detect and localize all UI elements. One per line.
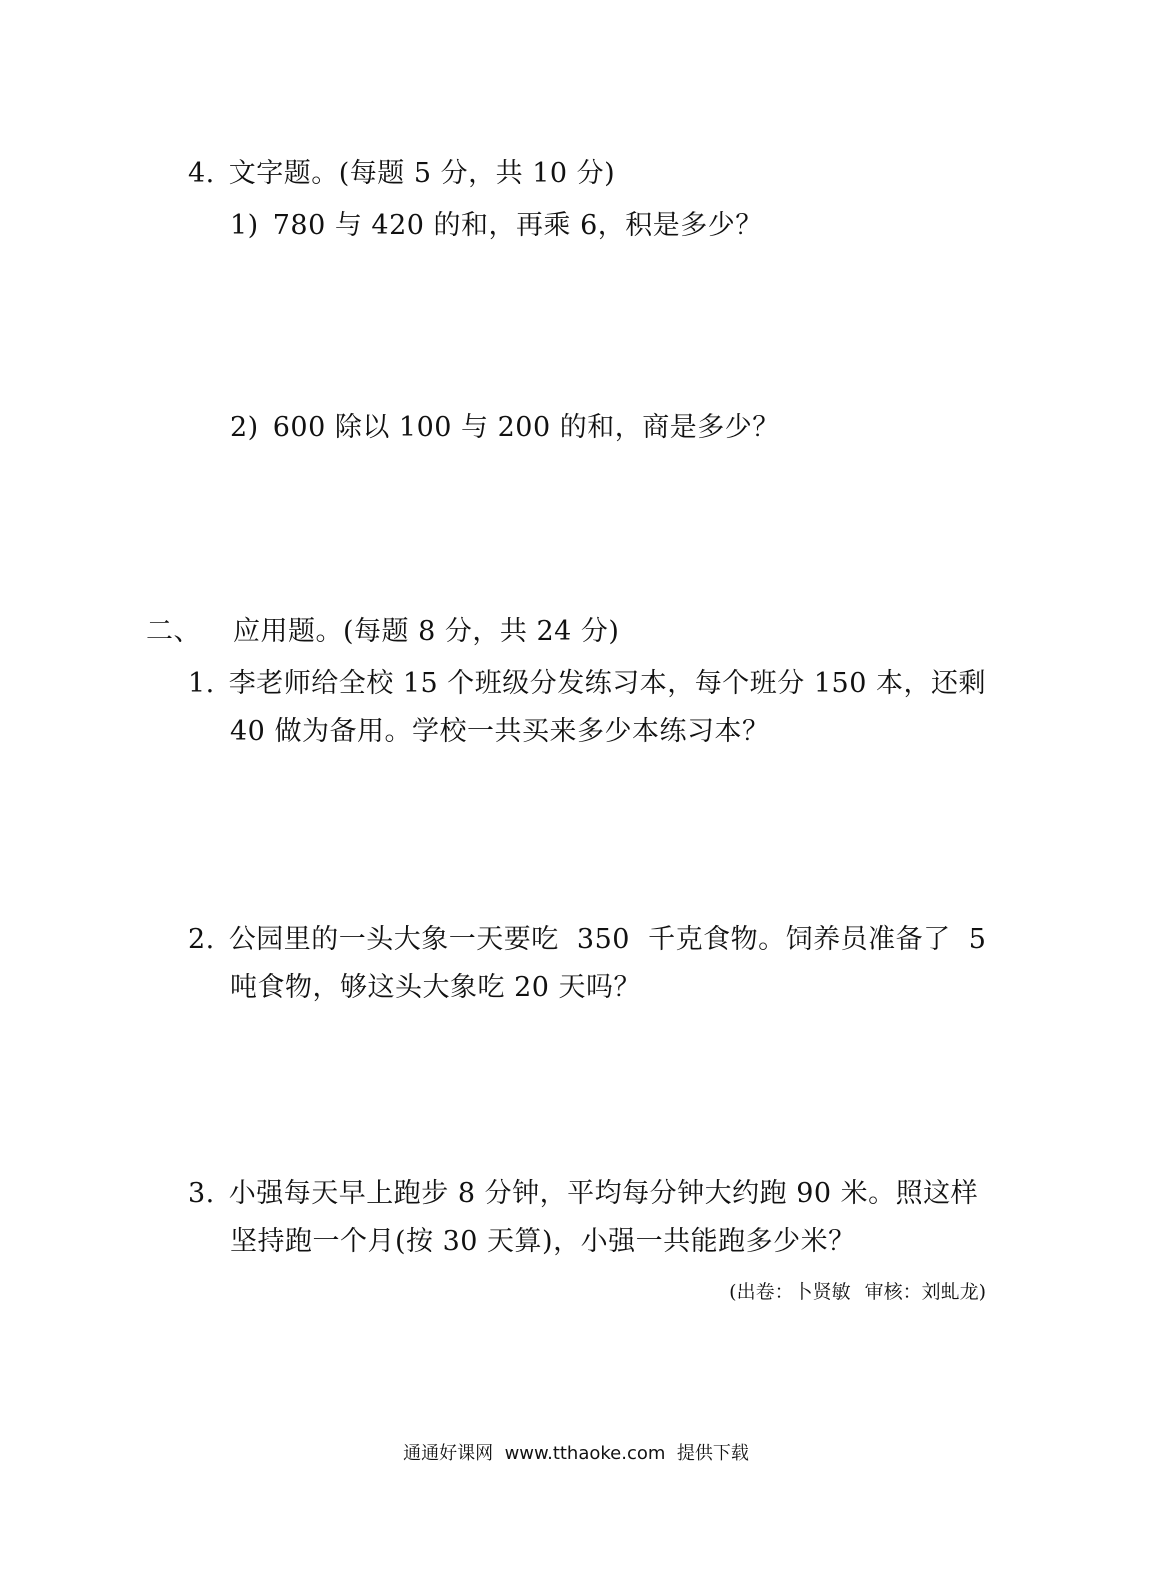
page-footer [0,1442,1152,1466]
question-4-1-text: 780 与 420 的和，再乘 6，积是多少？ [272,210,763,241]
question-4-2-number: 2) [230,412,259,443]
credits [729,1279,986,1305]
section-2-heading [146,614,619,650]
problem-2-number: 2. [188,924,215,955]
question-4-2-text: 600 除以 100 与 200 的和，商是多少？ [272,412,780,443]
problem-3-line-1 [188,1176,978,1212]
question-4-1 [230,208,763,244]
problem-2-text-2: 吨食物，够这头大象吃 20 天吗？ [230,972,642,1003]
question-4-2 [230,410,780,446]
problem-2-line-2 [230,970,641,1006]
question-4-1-number: 1) [230,210,259,241]
footer-text: 通通好课网 www.tthaoke.com 提供下载 [403,1443,749,1464]
credits-reviewer: 审核：刘虬龙) [864,1281,986,1303]
section-2-title: 应用题。(每题 8 分，共 24 分) [233,616,620,647]
problem-1-text-2: 40 做为备用。学校一共买来多少本练习本？ [230,716,770,747]
credits-author: (出卷：卜贤敏 [729,1281,851,1303]
problem-1-line-2 [230,714,769,750]
problem-2-line-1 [188,922,986,958]
problem-2-text-1: 公园里的一头大象一天要吃 350 千克食物。饲养员准备了 5 [228,924,987,955]
problem-3-text-2: 坚持跑一个月(按 30 天算)，小强一共能跑多少米？ [230,1226,856,1257]
section-4-title: 文字题。(每题 5 分，共 10 分) [228,158,616,189]
problem-3-text-1: 小强每天早上跑步 8 分钟，平均每分钟大约跑 90 米。照这样 [228,1178,979,1209]
problem-3-number: 3. [188,1178,215,1209]
section-4-heading [188,156,615,192]
problem-1-line-1 [188,666,986,702]
problem-1-number: 1. [188,668,215,699]
section-2-number: 二、 [146,616,201,647]
problem-3-line-2 [230,1224,856,1260]
section-4-number: 4. [188,158,215,189]
problem-1-text-1: 李老师给全校 15 个班级分发练习本，每个班分 150 本，还剩 [228,668,986,699]
